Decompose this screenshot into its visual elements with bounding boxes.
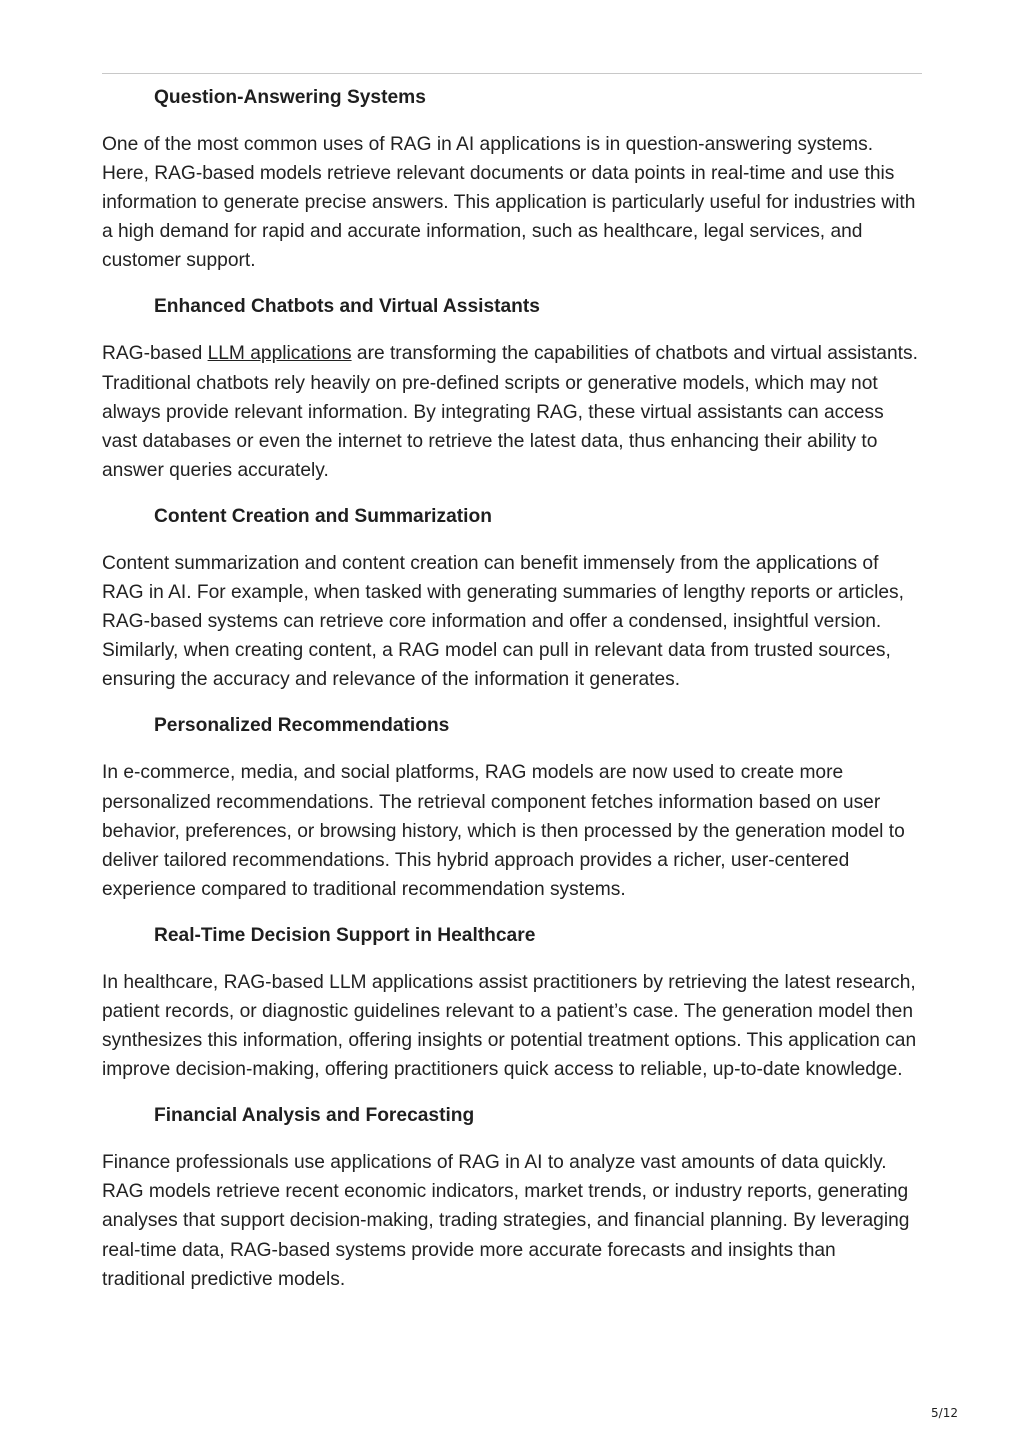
section-heading-question-answering: Question-Answering Systems [154,87,426,108]
chatbots-body-suffix: are transforming the capabilities of chatbots and virtual assistants. Traditional chatbots rely heavily on pre-defined scripts or generative models, which may not always provide relevant information. By integrating RAG, these virtual assistants can access vast databases or even the internet to retrieve the latest data, thus enhancing their ability to answer queries accurately. [102,343,918,481]
section-heading-recommendations: Personalized Recommendations [154,715,450,737]
section-body-recommendations: In e-commerce, media, and social platforms, RAG models are now used to create more personalized recommendations. The retrieval component fetches information based on user behavior, preferences, or browsing history, which is then processed by the generation model to deliver tailored recommendations. This hybrid approach provides a richer, user-centered experience compared to traditional recommendation systems. [102,762,905,900]
article-content [102,84,922,1312]
section-body-content-creation: Content summarization and content creation can benefit immensely from the applications of RAG in AI. For example, when tasked with generating summaries of lengthy reports or articles, RAG-based systems can retrieve core information and offer a condensed, insightful version. Similarly, when creating content, a RAG model can pull in relevant data from trusted sources, ensuring the accuracy and relevance of the information it generates. [102,552,904,691]
section-heading-content-creation: Content Creation and Summarization [154,505,492,527]
section-heading-chatbots: Enhanced Chatbots and Virtual Assistants [154,296,540,318]
section-body-chatbots [102,339,922,484]
page-number: 5/12 [931,1406,958,1420]
llm-applications-link[interactable]: LLM applications [207,343,352,365]
section-body-question-answering: One of the most common uses of RAG in AI applications is in question-answering systems. Here, RAG-based models retrieve relevant documents or data points in real-time and use this information to generate precise answers. This application is particularly useful for industries with a high demand for rapid and accurate information, such as healthcare, legal services, and customer support. [102,134,916,272]
top-divider [102,73,922,74]
chatbots-body-prefix: RAG-based [102,343,208,365]
section-heading-healthcare: Real-Time Decision Support in Healthcare [154,924,536,946]
section-body-healthcare: In healthcare, RAG-based LLM applications assist practitioners by retrieving the latest research, patient records, or diagnostic guidelines relevant to a patient’s case. The generation model then synthesizes this information, offering insights or potential treatment options. This application can improve decision-making, offering practitioners quick access to reliable, up-to-date knowledge. [102,971,917,1081]
section-heading-financial: Financial Analysis and Forecasting [154,1105,475,1127]
section-body-financial: Finance professionals use applications of RAG in AI to analyze vast amounts of data quickly. RAG models retrieve recent economic indicators, market trends, or industry reports, generating analyses that support decision-making, trading strategies, and financial planning. By leveraging real-time data, RAG-based systems provide more accurate forecasts and insights than traditional predictive models. [102,1152,910,1290]
